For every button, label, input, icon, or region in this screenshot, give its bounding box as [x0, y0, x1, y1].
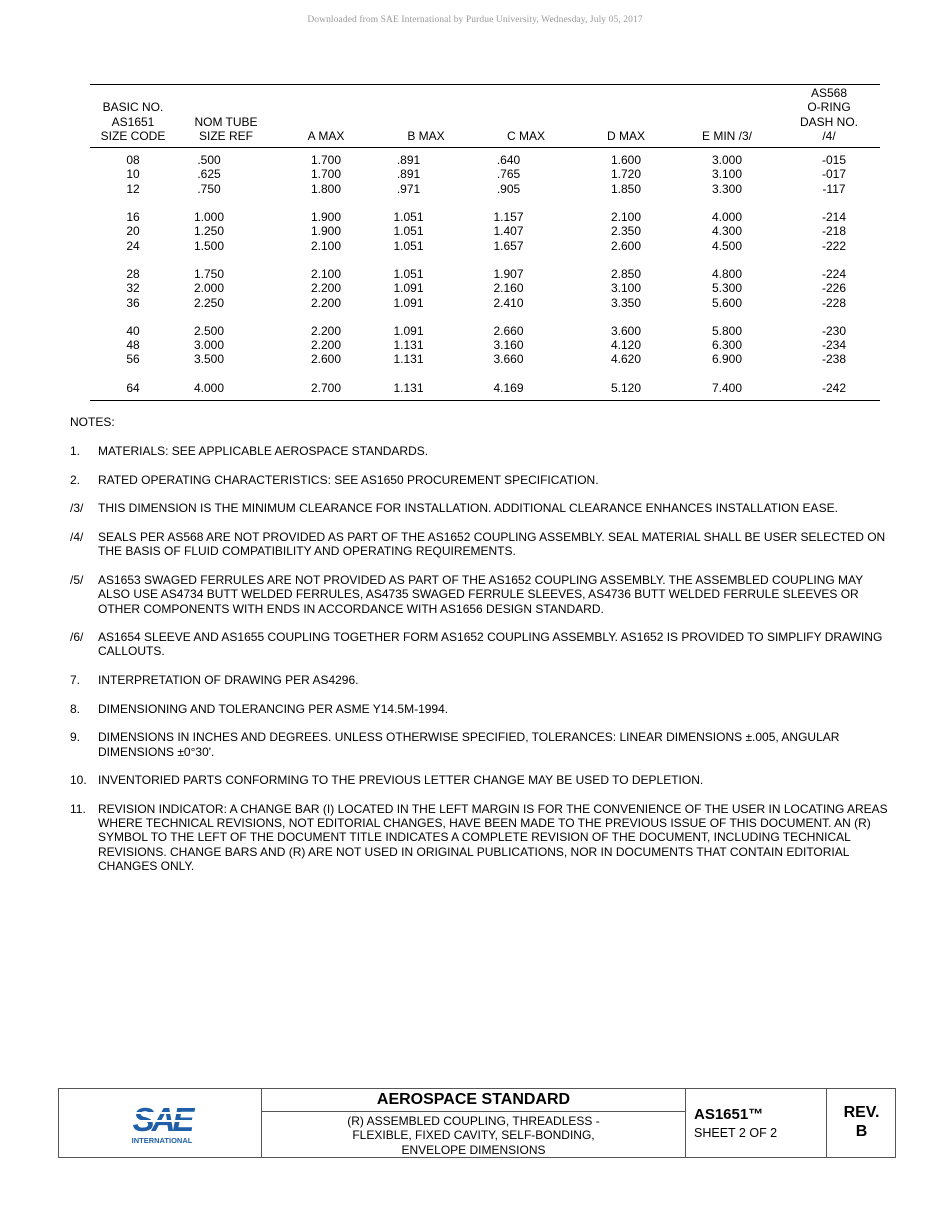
note-item [70, 573, 890, 616]
note-text: INVENTORIED PARTS CONFORMING TO THE PREVIOUS LETTER CHANGE MAY BE USED TO DEPLETION. [98, 773, 704, 788]
table-cell: -218 [821, 224, 847, 239]
note-item [70, 773, 890, 787]
column-header-line: DASH NO. [799, 114, 858, 129]
notes-title: NOTES: [70, 415, 115, 429]
table-cell: 36 [126, 295, 140, 310]
note-number: /5/ [70, 572, 84, 587]
table-cell: .765 [496, 167, 521, 182]
table-cell: -234 [821, 338, 847, 353]
notes-list [70, 444, 890, 873]
table-cell: 1.131 [376, 367, 476, 401]
logo-cell [59, 1089, 262, 1157]
column-header-line: BASIC NO. [102, 100, 164, 115]
column-header-line: AS1651 [111, 114, 155, 129]
table-row [90, 196, 880, 224]
title-line: ENVELOPE DIMENSIONS [401, 1142, 546, 1157]
note-text: RATED OPERATING CHARACTERISTICS: SEE AS1650 PROCUREMENT SPECIFICATION. [98, 472, 599, 487]
table-cell: 6.900 [711, 352, 743, 367]
note-item [70, 444, 890, 458]
table-row [90, 352, 880, 366]
table-row [90, 148, 880, 168]
column-header [676, 85, 778, 148]
note-item [70, 530, 890, 559]
table-cell: 16 [126, 210, 140, 225]
table-row [90, 367, 880, 401]
table-cell: -242 [778, 367, 880, 401]
table-cell: 1.131 [393, 352, 424, 367]
table-cell: 1.091 [393, 295, 424, 310]
table-cell: 6.300 [711, 338, 743, 353]
table-row [90, 167, 880, 181]
table-cell: 1.600 [610, 153, 642, 168]
column-header [276, 85, 376, 148]
note-text: MATERIALS: SEE APPLICABLE AEROSPACE STANDARDS. [98, 444, 429, 459]
table-cell: .750 [197, 181, 221, 196]
note-number: /6/ [70, 630, 84, 645]
table-cell: 1.907 [493, 266, 524, 281]
table-cell: 5.600 [711, 295, 743, 310]
table-cell: 5.800 [711, 323, 743, 338]
table-cell: 2.100 [610, 210, 642, 225]
column-header-line: C MAX [506, 128, 545, 143]
note-text: SEALS PER AS568 ARE NOT PROVIDED AS PART OF THE AS1652 COUPLING ASSEMBLY. SEAL MATERIAL SHALL BE USER SELECTED ON THE BASIS OF FLUID COMPATIBILITY AND OPERATING REQUIREMENTS. [98, 530, 886, 559]
table-cell: 56 [126, 352, 140, 367]
table-cell: 1.407 [493, 224, 524, 239]
note-item [70, 673, 890, 687]
column-header [576, 85, 676, 148]
table-cell: 7.400 [676, 367, 778, 401]
table-cell: 1.720 [610, 167, 642, 182]
table-cell: 3.100 [610, 281, 642, 296]
table-cell: 1.500 [193, 238, 225, 253]
logo-wordmark: SAE [132, 1101, 192, 1138]
column-header-line: NOM TUBE [194, 114, 258, 129]
column-header-line: SIZE CODE [100, 128, 166, 143]
table-cell: 2.200 [310, 295, 342, 310]
table-cell: .640 [496, 153, 521, 168]
table-body [90, 148, 880, 401]
standard-label: AEROSPACE STANDARD [262, 1089, 685, 1112]
table-cell: 4.120 [610, 338, 642, 353]
note-text: AS1654 SLEEVE AND AS1655 COUPLING TOGETHER FORM AS1652 COUPLING ASSEMBLY. AS1652 IS PROVIDED TO SIMPLIFY DRAWING CALLOUTS. [98, 630, 883, 659]
table-cell: 4.000 [176, 367, 276, 401]
table-cell: 3.660 [493, 352, 524, 367]
table-cell: 10 [126, 167, 140, 182]
logo-subtext: INTERNATIONAL [131, 1136, 193, 1145]
table-cell: 2.500 [193, 323, 225, 338]
table-cell: 12 [126, 181, 140, 196]
table-cell: 4.800 [711, 266, 743, 281]
table-cell: 2.000 [193, 281, 225, 296]
table-cell: -222 [821, 238, 847, 253]
table-cell: 1.091 [393, 281, 424, 296]
table-cell: 1.850 [610, 181, 642, 196]
table-cell: 2.200 [310, 281, 342, 296]
note-text: THIS DIMENSION IS THE MINIMUM CLEARANCE FOR INSTALLATION. ADDITIONAL CLEARANCE ENHANCES INSTALLATION EASE. [98, 501, 838, 516]
table-cell: 2.160 [493, 281, 524, 296]
title-cell [262, 1089, 686, 1157]
table-cell: 1.900 [310, 224, 342, 239]
note-number: 2. [70, 472, 81, 487]
table-cell: 2.100 [310, 266, 342, 281]
note-item [70, 473, 890, 487]
table-cell: 3.100 [711, 167, 743, 182]
table-cell: -224 [821, 266, 847, 281]
table-header-row [90, 85, 880, 148]
table-cell: 2.250 [193, 295, 225, 310]
table-cell: 1.000 [193, 210, 225, 225]
table-cell: .905 [496, 181, 521, 196]
sae-logo [127, 1101, 197, 1147]
column-header-line: SIZE REF [198, 128, 253, 143]
note-text: INTERPRETATION OF DRAWING PER AS4296. [98, 673, 359, 688]
table-cell: 3.000 [193, 338, 225, 353]
table-cell: 4.000 [711, 210, 743, 225]
revision-cell [827, 1089, 896, 1157]
table-row [90, 182, 880, 196]
table-cell: -226 [821, 281, 847, 296]
table-cell: .500 [197, 153, 221, 168]
table-cell: 1.051 [393, 266, 424, 281]
table-cell: 1.900 [310, 210, 342, 225]
title-block [58, 1088, 896, 1158]
note-number: 10. [70, 773, 87, 788]
table-cell: 3.600 [610, 323, 642, 338]
note-text: DIMENSIONS IN INCHES AND DEGREES. UNLESS OTHERWISE SPECIFIED, TOLERANCES: LINEAR DIMENSIONS ±.005, ANGULAR DIMENSIONS ±0°30'. [98, 730, 840, 759]
table-cell: 2.600 [610, 238, 642, 253]
notes-section [70, 415, 890, 888]
column-header [778, 85, 880, 148]
table-cell: -015 [821, 153, 847, 168]
column-header [176, 85, 276, 148]
table-cell: 1.800 [310, 181, 342, 196]
table-cell: 1.700 [310, 153, 342, 168]
table-row [90, 239, 880, 253]
table-cell: .971 [396, 181, 421, 196]
table-row [90, 253, 880, 281]
column-header-line: /4/ [822, 128, 836, 143]
table-cell: 2.200 [310, 338, 342, 353]
table-cell: 32 [126, 281, 140, 296]
table-cell: 2.600 [310, 352, 342, 367]
table-cell: 08 [126, 153, 140, 168]
note-text: DIMENSIONING AND TOLERANCING PER ASME Y14.5M-1994. [98, 701, 449, 716]
table-cell: 1.091 [393, 323, 424, 338]
document-number: AS1651™ [694, 1106, 764, 1123]
table-cell: .625 [197, 167, 221, 182]
table-cell: 5.120 [576, 367, 676, 401]
column-header-line: O-RING [807, 100, 851, 115]
document-number-cell [686, 1089, 827, 1157]
table-cell: 1.051 [393, 210, 424, 225]
table-row [90, 224, 880, 238]
column-header [90, 85, 176, 148]
note-item [70, 802, 890, 873]
table-cell: 2.850 [610, 266, 642, 281]
table-cell: 2.700 [276, 367, 376, 401]
table-cell: 24 [126, 238, 140, 253]
column-header-line: AS568 [810, 86, 848, 100]
table-row [90, 310, 880, 338]
note-number: 1. [70, 444, 81, 459]
title-line: (R) ASSEMBLED COUPLING, THREADLESS - [347, 1114, 600, 1128]
table-cell: 3.000 [711, 153, 743, 168]
table-cell: 2.660 [493, 323, 524, 338]
revision-label [827, 1103, 896, 1141]
note-number: 7. [70, 673, 81, 688]
column-header [376, 85, 476, 148]
table-row [90, 338, 880, 352]
dimensions-table [90, 84, 880, 401]
table-cell: 1.157 [493, 210, 524, 225]
table-cell: 3.500 [193, 352, 225, 367]
note-number: /3/ [70, 501, 84, 516]
rev-label-text: REV. [843, 1104, 880, 1121]
column-header-line: A MAX [307, 128, 345, 143]
table-cell: 2.350 [610, 224, 642, 239]
table-cell: -238 [821, 352, 847, 367]
download-watermark: Downloaded from SAE International by Purdue University, Wednesday, July 05, 2017 [307, 15, 643, 25]
table-cell: 3.300 [711, 181, 743, 196]
table-cell: 20 [126, 224, 140, 239]
table-cell: 2.100 [310, 238, 342, 253]
note-text: AS1653 SWAGED FERRULES ARE NOT PROVIDED AS PART OF THE AS1652 COUPLING ASSEMBLY. THE ASSEMBLED COUPLING MAY ALSO USE AS4734 BUTT WELDED FERRULES, AS4735 SWAGED FERRULE SLEEVES, AS4736 BUTT WELDED FERRULE SLEEVES OR OTHER COMPONENTS WITH ENDS IN ACCORDANCE WITH AS1656 DESIGN STANDARD. [98, 572, 863, 616]
note-number: 8. [70, 701, 81, 716]
table-cell: -228 [821, 295, 847, 310]
table-cell: 4.300 [711, 224, 743, 239]
table-cell: 40 [126, 323, 140, 338]
table-cell: 1.051 [393, 238, 424, 253]
document-title [262, 1112, 685, 1157]
note-item [70, 501, 890, 515]
column-header-line: D MAX [606, 128, 645, 143]
table-cell: -117 [822, 181, 846, 196]
table-row [90, 281, 880, 295]
table-cell: 1.131 [393, 338, 424, 353]
table-row [90, 296, 880, 310]
column-header-line: E MIN /3/ [701, 128, 752, 143]
table-cell: 4.620 [610, 352, 642, 367]
table-cell: .891 [396, 167, 421, 182]
table-cell: 1.051 [393, 224, 424, 239]
column-header-line: B MAX [407, 128, 445, 143]
table-cell: 4.169 [476, 367, 576, 401]
note-item [70, 702, 890, 716]
table-cell: 3.160 [493, 338, 524, 353]
table-cell: 28 [126, 266, 140, 281]
note-number: /4/ [70, 530, 84, 545]
table-cell: 2.410 [493, 295, 524, 310]
note-number: 9. [70, 730, 81, 745]
note-text: REVISION INDICATOR: A CHANGE BAR (I) LOCATED IN THE LEFT MARGIN IS FOR THE CONVENIENCE OF THE USER IN LOCATING AREAS WHERE TECHNICAL REVISIONS, NOT EDITORIAL CHANGES, HAVE BEEN MADE TO THE PREVIOUS ISSUE OF THIS DOCUMENT. AN (R) SYMBOL TO THE LEFT OF THE DOCUMENT TITLE INDICATES A COMPLETE REVISION OF THE DOCUMENT, INCLUDING TECHNICAL REVISIONS. CHANGE BARS AND (R) ARE NOT USED IN ORIGINAL PUBLICATIONS, NOR IN DOCUMENTS THAT CONTAIN EDITORIAL CHANGES ONLY. [98, 801, 888, 873]
table-cell: .891 [396, 153, 421, 168]
table-cell: 1.657 [493, 238, 524, 253]
table-cell: 3.350 [610, 295, 642, 310]
table-cell: -230 [821, 323, 847, 338]
note-item [70, 630, 890, 659]
table-cell: 1.750 [193, 266, 225, 281]
table-cell: 64 [90, 367, 176, 401]
table-cell: 1.700 [310, 167, 342, 182]
table-cell: -214 [821, 210, 847, 225]
table-cell: 48 [126, 338, 140, 353]
rev-value: B [855, 1123, 868, 1140]
table-cell: 4.500 [711, 238, 743, 253]
column-header [476, 85, 576, 148]
title-line: FLEXIBLE, FIXED CAVITY, SELF-BONDING, [352, 1128, 595, 1143]
sheet-number: SHEET 2 OF 2 [694, 1126, 778, 1140]
table-cell: 5.300 [711, 281, 743, 296]
table-cell: -017 [821, 167, 847, 182]
note-number: 11. [70, 801, 86, 816]
table-cell: 1.250 [193, 224, 225, 239]
table-cell: 2.200 [310, 323, 342, 338]
note-item [70, 730, 890, 759]
